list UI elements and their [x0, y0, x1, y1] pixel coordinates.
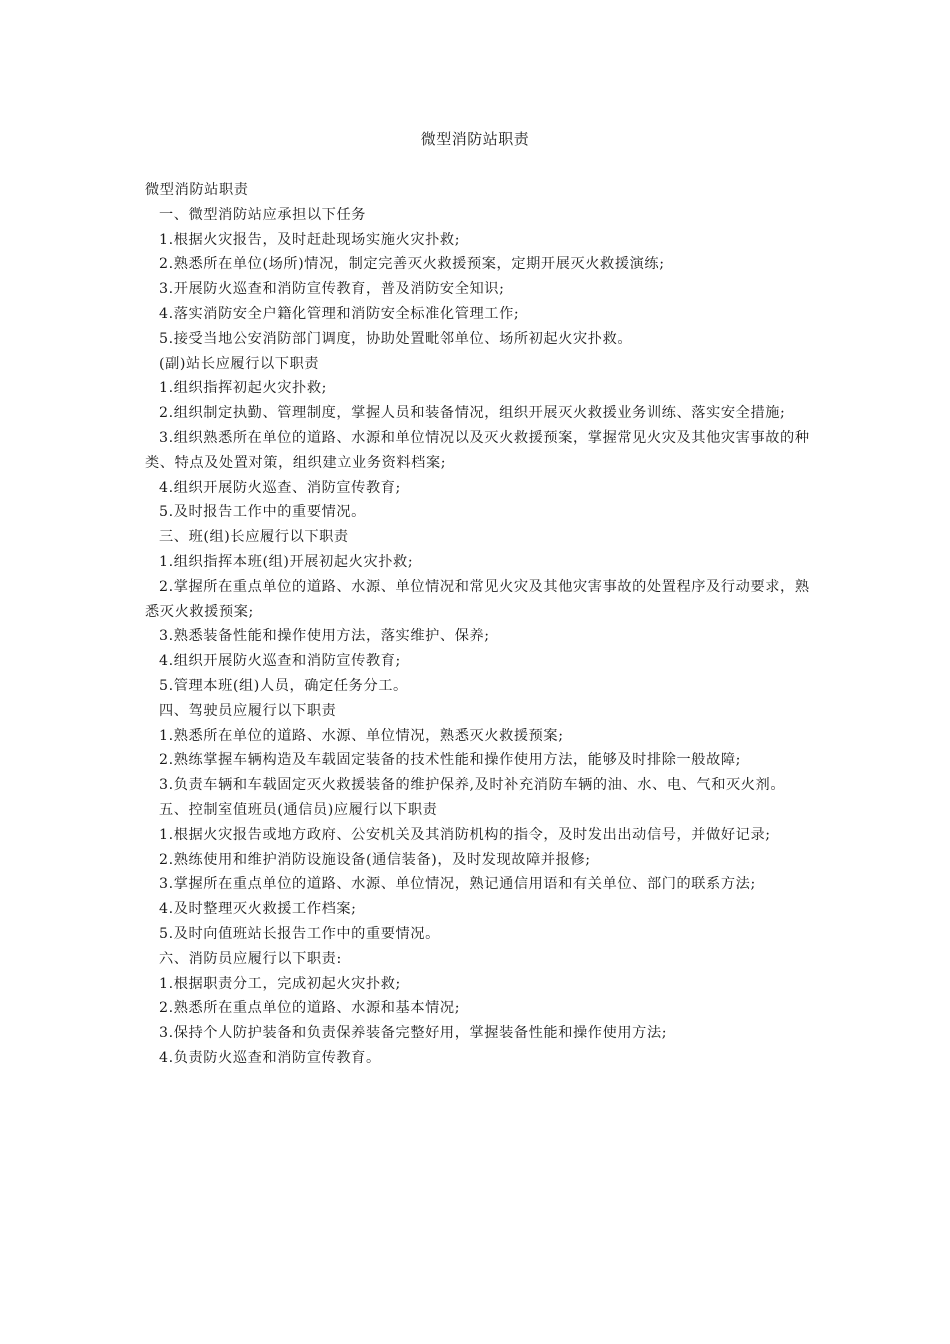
document-paragraph: 微型消防站职责: [145, 182, 249, 198]
document-paragraph: 六、消防员应履行以下职责:: [159, 950, 342, 967]
document-paragraph: (副)站长应履行以下职责: [159, 355, 320, 372]
document-paragraph: 五、控制室值班员(通信员)应履行以下职责: [159, 801, 438, 818]
document-paragraph: 4.组织开展防火巡查、消防宣传教育;: [159, 479, 401, 496]
document-paragraph: 1.组织指挥本班(组)开展初起火灾扑救;: [159, 553, 414, 570]
document-paragraph: 5.管理本班(组)人员，确定任务分工。: [159, 677, 408, 694]
document-paragraph: 2.组织制定执勤、管理制度，掌握人员和装备情况，组织开展灭火救援业务训练、落实安全措施;: [159, 405, 786, 422]
document-paragraph: 3.组织熟悉所在单位的道路、水源和单位情况以及灭火救援预案，掌握常见火灾及其他灾害事故的种类、特点及处置对策，组织建立业务资料档案;: [145, 429, 810, 471]
document-paragraph: 4.及时整理灭火救援工作档案;: [159, 901, 357, 918]
document-paragraph: 3.熟悉装备性能和操作使用方法，落实维护、保养;: [159, 628, 490, 645]
document-paragraph: 5.接受当地公安消防部门调度，协助处置毗邻单位、场所初起火灾扑救。: [159, 330, 633, 347]
document-paragraph: 1.根据火灾报告，及时赶赴现场实施火灾扑救;: [159, 231, 461, 248]
document-paragraph: 1.根据火灾报告或地方政府、公安机关及其消防机构的指令，及时发出出动信号，并做好记录;: [159, 826, 771, 843]
document-paragraph: 3.保持个人防护装备和负责保养装备完整好用，掌握装备性能和操作使用方法;: [159, 1025, 668, 1042]
document-paragraph: 4.落实消防安全户籍化管理和消防安全标准化管理工作;: [159, 305, 520, 322]
document-paragraph: 一、微型消防站应承担以下任务: [159, 206, 367, 223]
document-paragraph: 4.负责防火巡查和消防宣传教育。: [159, 1049, 381, 1066]
document-paragraph: 2.熟悉所在重点单位的道路、水源和基本情况;: [159, 1000, 461, 1017]
document-paragraph: 四、驾驶员应履行以下职责: [159, 702, 337, 719]
document-title: 微型消防站职责: [420, 130, 530, 148]
document-paragraph: 5.及时报告工作中的重要情况。: [159, 504, 366, 521]
document-paragraph: 3.掌握所在重点单位的道路、水源、单位情况，熟记通信用语和有关单位、部门的联系方法;: [159, 876, 756, 893]
document-paragraph: 3.负责车辆和车载固定灭火救援装备的维护保养,及时补充消防车辆的油、水、电、气和灭火剂。: [159, 777, 786, 794]
document-paragraph: 1.组织指挥初起火灾扑救;: [159, 380, 327, 397]
document-paragraph: 3.开展防火巡查和消防宣传教育，普及消防安全知识;: [159, 281, 505, 298]
document-paragraph: 1.熟悉所在单位的道路、水源、单位情况，熟悉灭火救援预案;: [159, 727, 564, 744]
document-paragraph: 4.组织开展防火巡查和消防宣传教育;: [159, 653, 401, 670]
document-body: [145, 178, 810, 1071]
document-paragraph: 5.及时向值班站长报告工作中的重要情况。: [159, 925, 440, 942]
document-paragraph: 1.根据职责分工，完成初起火灾扑救;: [159, 975, 401, 992]
document-paragraph: 2.熟悉所在单位(场所)情况，制定完善灭火救援预案，定期开展灭火救援演练;: [159, 256, 665, 273]
document-paragraph: 三、班(组)长应履行以下职责: [159, 529, 349, 546]
document-paragraph: 2.掌握所在重点单位的道路、水源、单位情况和常见火灾及其他灾害事故的处置程序及行动要求，熟悉灭火救援预案;: [145, 578, 810, 620]
document-paragraph: 2.熟练掌握车辆构造及车载固定装备的技术性能和操作使用方法，能够及时排除一般故障;: [159, 752, 742, 769]
document-paragraph: 2.熟练使用和维护消防设施设备(通信装备)，及时发现故障并报修;: [159, 851, 591, 868]
